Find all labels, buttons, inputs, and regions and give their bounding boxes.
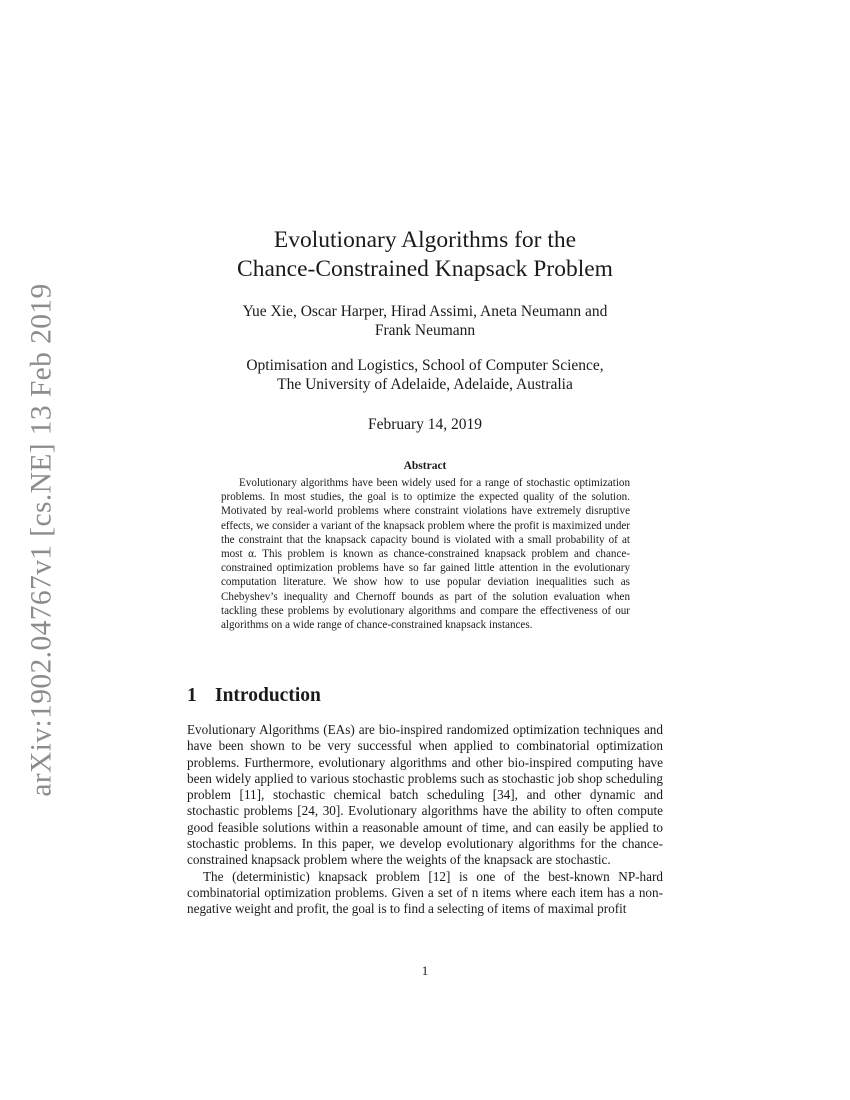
title-line-1: Evolutionary Algorithms for the <box>273 227 577 253</box>
authors-line-2: Frank Neumann <box>374 322 476 339</box>
intro-paragraph-2: The (deterministic) knapsack problem [12] is one of the best-known NP-hard combinatorial optimization problems. Given a set of n items where each item has a non-negative weight and profit, the goal is to find a selecting of items of maximal profit <box>187 868 663 917</box>
abstract-body <box>221 476 630 632</box>
abstract-paragraph: Evolutionary algorithms have been widely used for a range of stochastic optimization problems. In most studies, the goal is to optimize the expected quality of the solution. Motivated by real-world problems where constraint violations have extremely disruptive effects, we consider a variant of the knapsack problem where the profit is maximized under the constraint that the knapsack capacity bound is violated with a small probability of at most α. This problem is known as chance-constrained knapsack problem and chance-constrained optimization problems have so far gained little attention in the evolutionary computation literature. We show how to use popular deviation inequalities such as Chebyshev’s inequality and Chernoff bounds as part of the solution evaluation when tackling these problems by evolutionary algorithms and compare the effectiveness of our algorithms on a wide range of chance-constrained knapsack instances. <box>221 477 630 632</box>
affiliation-line-2: The University of Adelaide, Adelaide, Australia <box>277 376 573 393</box>
author-list <box>0 302 850 340</box>
publication-date: February 14, 2019 <box>367 416 483 433</box>
section-title: Introduction <box>215 685 321 706</box>
paper-title <box>0 226 850 284</box>
intro-paragraph-1: Evolutionary Algorithms (EAs) are bio-inspired randomized optimization techniques and have been shown to be very successful when applied to combinatorial optimization problems. Furthermore, evolutionary algorithms and other bio-inspired computing have been widely applied to various stochastic problems such as stochastic job shop scheduling problem [11], stochastic chemical batch scheduling [34], and other dynamic and stochastic problems [24, 30]. Evolutionary algorithms have the ability to often compute good feasible solutions within a reasonable amount of time, and can easily be applied to stochastic problems. In this paper, we develop evolutionary algorithms for the chance-constrained knapsack problem where the weights of the knapsack are stochastic. <box>187 722 663 868</box>
page-number: 1 <box>421 963 429 978</box>
title-line-2: Chance-Constrained Knapsack Problem <box>237 256 613 282</box>
affiliation-line-1: Optimisation and Logistics, School of Computer Science, <box>246 357 604 374</box>
section-heading <box>187 685 321 707</box>
abstract-heading: Abstract <box>403 460 447 472</box>
affiliation <box>0 356 850 394</box>
section-number: 1 <box>187 685 197 706</box>
arxiv-identifier-text: arXiv:1902.04767v1 [cs.NE] 13 Feb 2019 <box>25 283 58 797</box>
authors-line-1: Yue Xie, Oscar Harper, Hirad Assimi, Aneta Neumann and <box>242 303 608 320</box>
introduction-body <box>187 722 663 918</box>
